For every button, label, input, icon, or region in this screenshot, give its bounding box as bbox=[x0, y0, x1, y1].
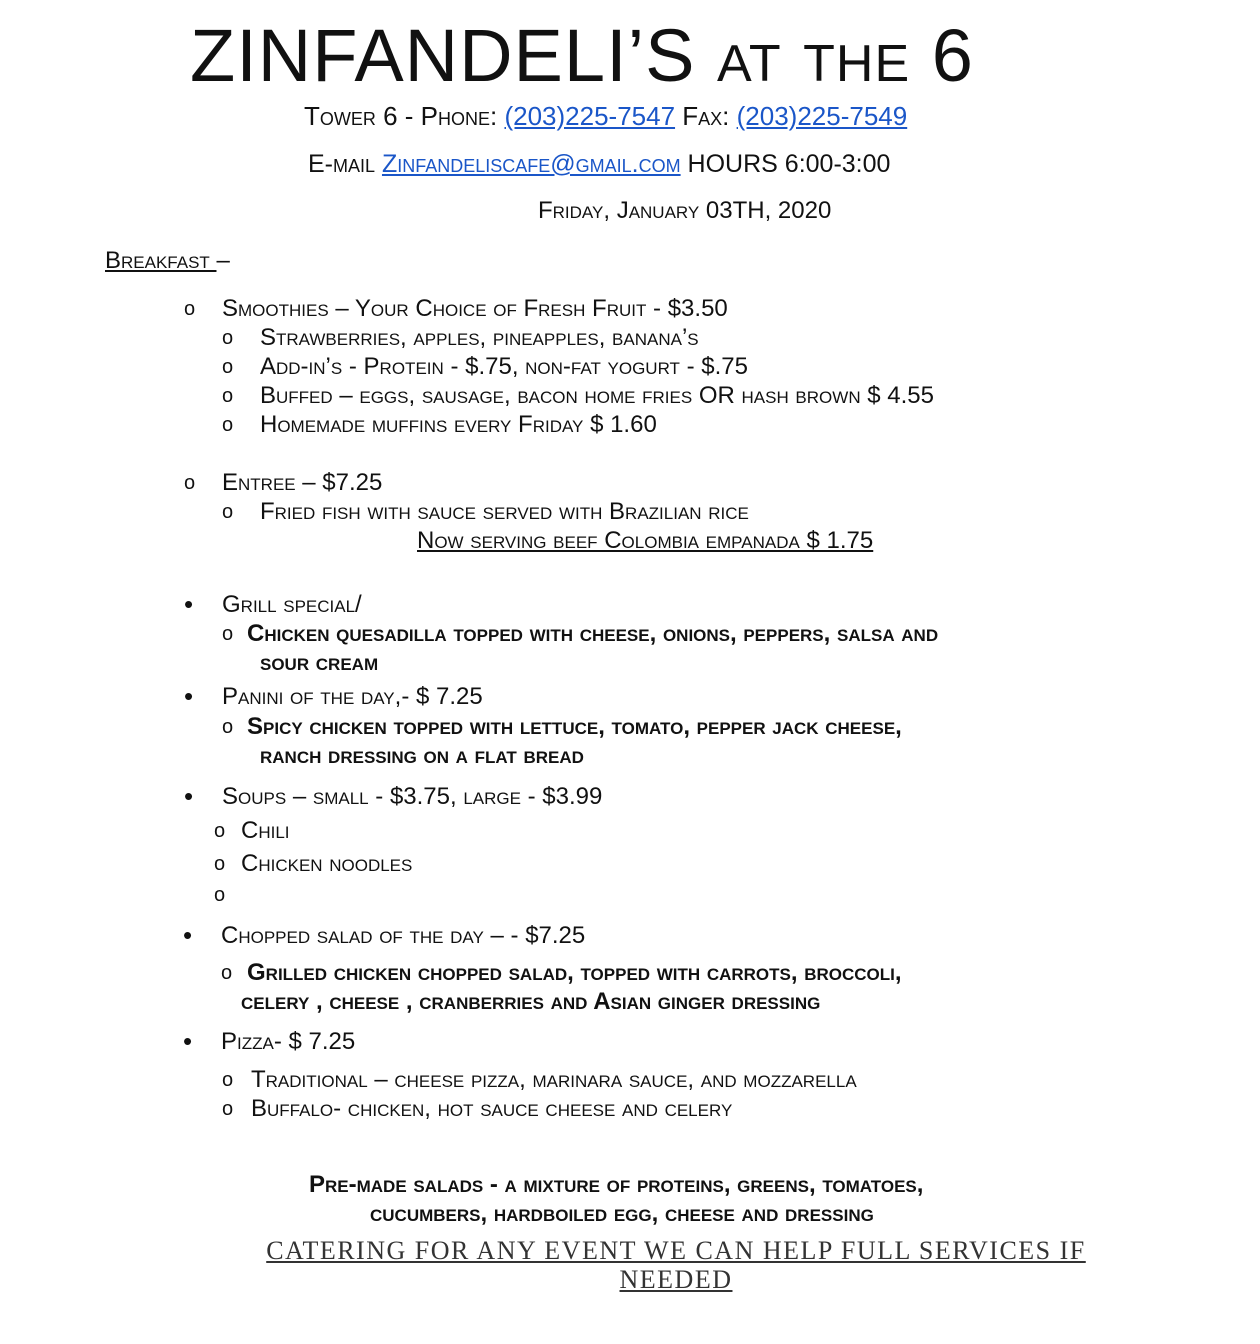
premade-line2: cucumbers, hardboiled egg, cheese and dressing bbox=[370, 1200, 874, 1227]
salad-item-line1: Grilled chicken chopped salad, topped with carrots, broccoli, bbox=[247, 959, 902, 986]
panini-title: Panini of the day,- $ 7.25 bbox=[222, 683, 483, 710]
circle-marker: o bbox=[221, 962, 233, 984]
title-main: ZINFANDELI’S bbox=[190, 14, 696, 97]
page-title bbox=[190, 8, 1130, 104]
smoothie-item: Add-in’s - Protein - $.75, non-fat yogurt - $.75 bbox=[260, 353, 748, 380]
smoothies-title: Smoothies – Your Choice of Fresh Fruit - $3.50 bbox=[222, 295, 728, 322]
circle-marker: o bbox=[222, 327, 234, 349]
bullet-marker: • bbox=[183, 920, 193, 950]
circle-marker: o bbox=[222, 414, 234, 436]
title-rest: at the 6 bbox=[717, 14, 974, 97]
email-hours-line bbox=[308, 148, 890, 180]
bullet-marker: • bbox=[183, 1026, 193, 1056]
fax-link[interactable]: (203)225-7549 bbox=[736, 101, 908, 131]
smoothie-item: Homemade muffins every Friday $ 1.60 bbox=[260, 411, 657, 438]
tower-phone-label: Tower 6 - Phone: bbox=[304, 101, 505, 131]
bullet-marker: • bbox=[184, 781, 194, 811]
circle-marker: o bbox=[214, 884, 226, 906]
soup-item: Chili bbox=[241, 817, 290, 844]
pizza-title: Pizza- $ 7.25 bbox=[221, 1028, 356, 1055]
soup-item: Chicken noodles bbox=[241, 850, 413, 877]
grill-title: Grill special/ bbox=[222, 591, 362, 618]
catering-line1: CATERING FOR ANY EVENT WE CAN HELP FULL SERVICES IF bbox=[266, 1236, 1086, 1265]
circle-marker: o bbox=[222, 623, 234, 645]
circle-marker: o bbox=[222, 501, 234, 523]
circle-marker: o bbox=[222, 1069, 234, 1091]
breakfast-heading bbox=[105, 246, 230, 276]
smoothie-item: Buffed – eggs, sausage, bacon home fries OR hash brown $ 4.55 bbox=[260, 382, 934, 409]
smoothie-item: Strawberries, apples, pineapples, banana’s bbox=[260, 324, 699, 351]
contact-line bbox=[304, 100, 907, 132]
soups-title: Soups – small - $3.75, large - $3.99 bbox=[222, 783, 603, 810]
catering-notice bbox=[200, 1236, 1152, 1294]
circle-marker: o bbox=[214, 853, 226, 875]
grill-item-line2: sour cream bbox=[260, 649, 379, 676]
breakfast-heading-label: Breakfast bbox=[105, 247, 217, 274]
circle-marker: o bbox=[184, 298, 196, 320]
breakfast-heading-dash: – bbox=[216, 247, 230, 274]
fax-label: Fax: bbox=[675, 101, 737, 131]
circle-marker: o bbox=[222, 385, 234, 407]
pizza-item: Buffalo- chicken, hot sauce cheese and celery bbox=[251, 1095, 733, 1122]
pizza-item: Traditional – cheese pizza, marinara sauce, and mozzarella bbox=[251, 1066, 857, 1093]
phone-link[interactable]: (203)225-7547 bbox=[504, 101, 676, 131]
entree-title: Entree – $7.25 bbox=[222, 469, 383, 496]
email-link[interactable]: Zinfandeliscafe@gmail.com bbox=[381, 150, 681, 178]
bullet-marker: • bbox=[184, 681, 194, 711]
email-label: E-mail bbox=[308, 150, 382, 178]
panini-item-line2: ranch dressing on a flat bread bbox=[260, 742, 584, 769]
salad-title: Chopped salad of the day – - $7.25 bbox=[221, 922, 586, 949]
entree-item: Fried fish with sauce served with Brazilian rice bbox=[260, 498, 749, 525]
circle-marker: o bbox=[222, 1098, 234, 1120]
catering-line2: NEEDED bbox=[619, 1265, 733, 1294]
bullet-marker: • bbox=[184, 589, 194, 619]
premade-line1: Pre-made salads - a mixture of proteins, greens, tomatoes, bbox=[309, 1171, 924, 1198]
salad-item-line2: celery , cheese , cranberries and Asian ginger dressing bbox=[241, 988, 821, 1015]
grill-item-line1: Chicken quesadilla topped with cheese, onions, peppers, salsa and bbox=[247, 620, 939, 647]
circle-marker: o bbox=[184, 472, 196, 494]
circle-marker: o bbox=[214, 820, 226, 842]
panini-item-line1: Spicy chicken topped with lettuce, tomato, pepper jack cheese, bbox=[247, 713, 902, 740]
circle-marker: o bbox=[222, 356, 234, 378]
menu-date: Friday, January 03TH, 2020 bbox=[538, 197, 832, 224]
hours-text: HOURS 6:00-3:00 bbox=[680, 150, 891, 178]
empanada-notice: Now serving beef Colombia empanada $ 1.75 bbox=[417, 527, 874, 554]
circle-marker: o bbox=[222, 716, 234, 738]
